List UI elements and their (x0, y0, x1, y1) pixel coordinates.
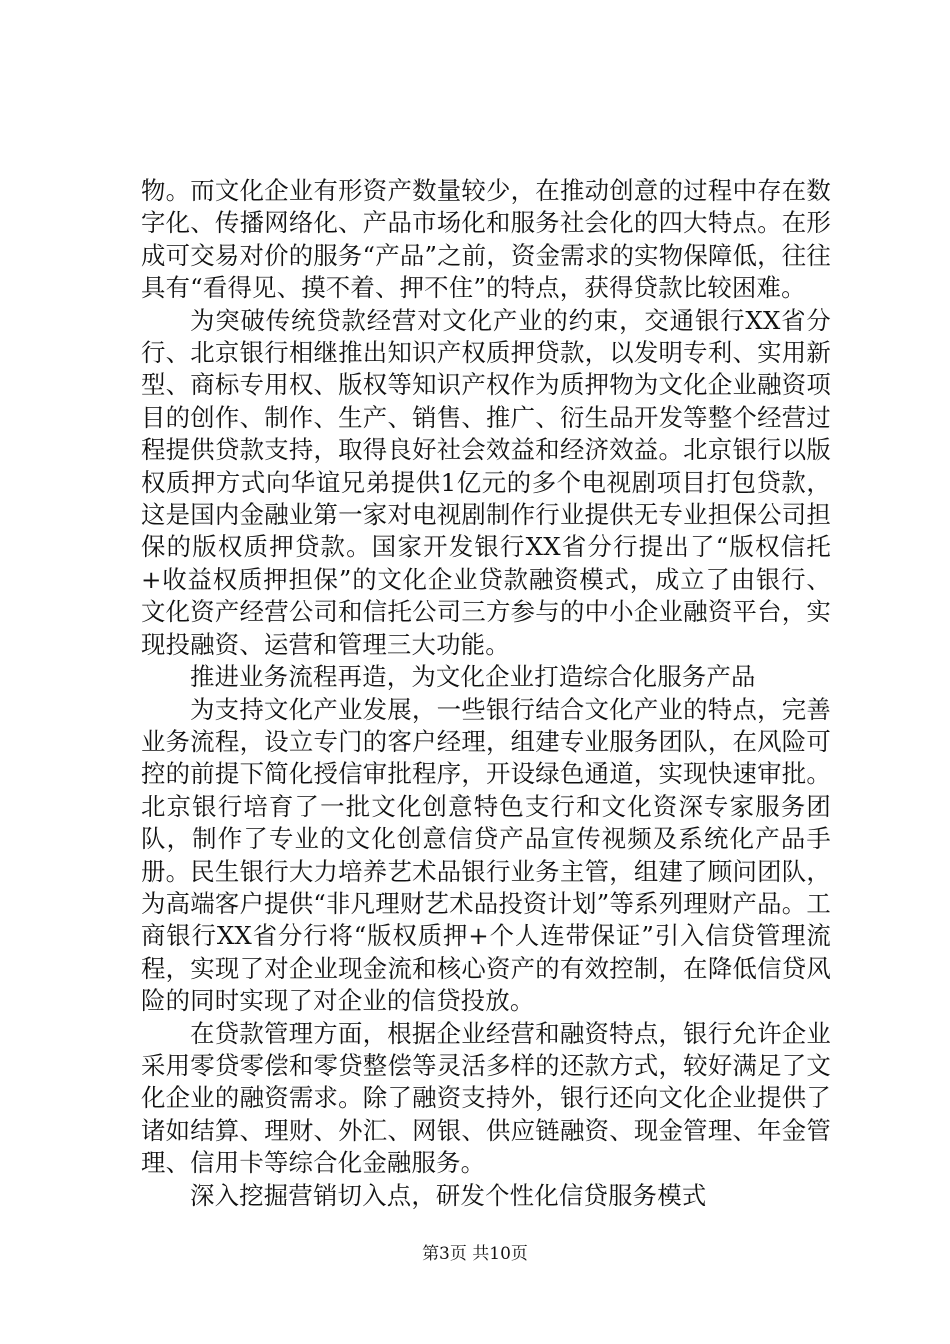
section-heading-marketing: 深入挖掘营销切入点，研发个性化信贷服务模式 (190, 1180, 707, 1210)
page-number-footer: 第3页 共10页 (422, 1244, 528, 1264)
document-body (141, 175, 831, 1212)
paragraph-continuation: 物。而文化企业有形资产数量较少，在推动创意的过程中存在数字化、传播网络化、产品市场化和服务社会化的四大特点。在形成可交易对价的服务“产品”之前，资金需求的实物保障低，往往具有“看得见、摸不着、押不住”的特点，获得贷款比较困难。 (141, 176, 831, 303)
paragraph-business-process: 为支持文化产业发展，一些银行结合文化产业的特点，完善业务流程，设立专门的客户经理，组建专业服务团队，在风险可控的前提下简化授信审批程序，开设绿色通道，实现快速审批。北京银行培育了一批文化创意特色支行和文化资深专家服务团队，制作了专业的文化创意信贷产品宣传视频及系统化产品手册。民生银行大力培养艺术品银行业务主管，组建了顾问团队，为高端客户提供“非凡理财艺术品投资计划”等系列理财产品。工商银行XX省分行将“版权质押+个人连带保证”引入信贷管理流程，实现了对企业现金流和核心资产的有效控制，在降低信贷风险的同时实现了对企业的信贷投放。 (141, 694, 831, 1016)
paragraph-ip-pledge-loans: 为突破传统贷款经营对文化产业的约束，交通银行XX省分行、北京银行相继推出知识产权质押贷款，以发明专利、实用新型、商标专用权、版权等知识产权作为质押物为文化企业融资项目的创作、制作、生产、销售、推广、衍生品开发等整个经营过程提供贷款支持，取得良好社会效益和经济效益。北京银行以版权质押方式向华谊兄弟提供1亿元的多个电视剧项目打包贷款，这是国内金融业第一家对电视剧制作行业提供无专业担保公司担保的版权质押贷款。国家开发银行XX省分行提出了“版权信托+收益权质押担保”的文化企业贷款融资模式，成立了由银行、文化资产经营公司和信托公司三方参与的中小企业融资平台，实现投融资、运营和管理三大功能。 (141, 305, 831, 659)
section-heading-process-reengineering: 推进业务流程再造，为文化企业打造综合化服务产品 (190, 662, 756, 692)
paragraph-loan-management: 在贷款管理方面，根据企业经营和融资特点，银行允许企业采用零贷零偿和零贷整偿等灵活多样的还款方式，较好满足了文化企业的融资需求。除了融资支持外，银行还向文化企业提供了诸如结算、理财、外汇、网银、供应链融资、现金管理、年金管理、信用卡等综合化金融服务。 (141, 1018, 831, 1178)
